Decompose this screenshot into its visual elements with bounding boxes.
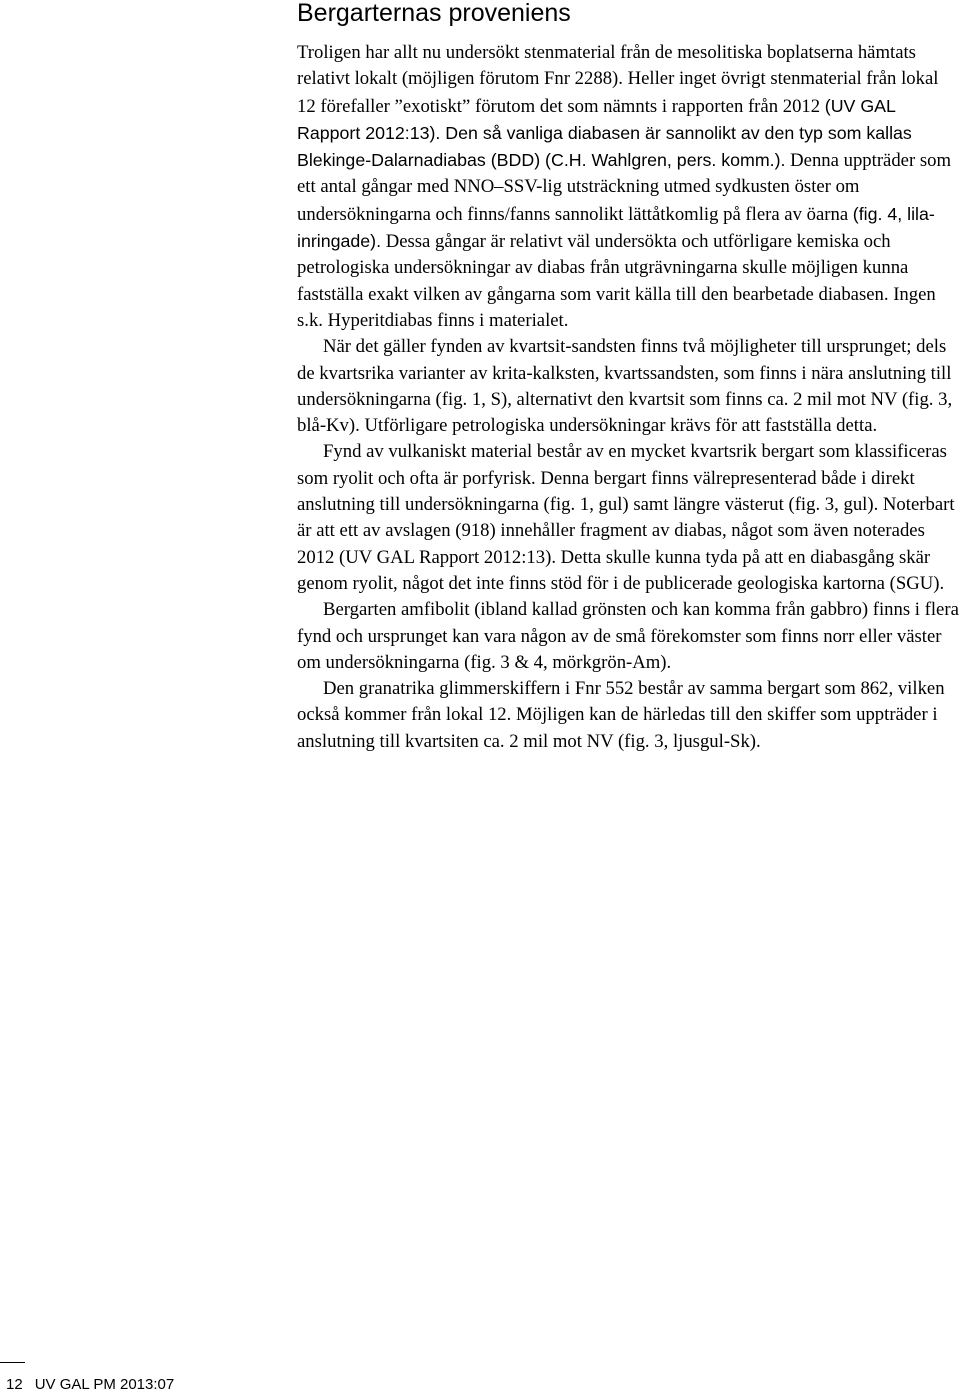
publication-id: UV GAL PM 2013:07 xyxy=(34,1376,175,1393)
paragraph-1-part-d: Denna uppträder som ett antal gångar med NNO–SSV-lig utsträckning utmed sydkusten öster om undersökningarna och finns/fanns sannolikt lättåtkomlig på flera av öarna xyxy=(297,150,952,225)
paragraph-4: Bergarten amfibolit (ibland kallad grönsten och kan komma från gabbro) finns i flera fynd och ursprunget kan vara någon av de små förekomster som finns norr eller väster om undersökningarna (fig. 3 & 4, mörkgrön-Am). xyxy=(297,599,959,673)
page-number: 12 xyxy=(6,1376,23,1393)
section-heading: Bergarternas proveniens xyxy=(297,0,571,27)
paragraph-1-part-a: Troligen har allt nu undersökt stenmaterial från de mesolitiska boplatserna hämtats relativt lokalt (möjligen förutom Fnr 2288). Heller inget övrigt stenmaterial från lokal 12 förefaller ”exotiskt” förutom det som nämnts i rapporten från 2012 xyxy=(297,42,939,117)
paragraph-2: När det gäller fynden av kvartsit-sandsten finns två möjligheter till ursprunget; dels de kvartsrika varianter av krita-kalksten, kvartssandsten, som finns i nära anslutning till undersökningarna (fig. 1, S), alternativt den kvartsit som finns ca. 2 mil mot NV (fig. 3, blå-Kv). Utförligare petrologiska undersökningar krävs för att fastställa detta. xyxy=(297,336,953,437)
paragraph-1 xyxy=(297,40,959,334)
footer-rule xyxy=(0,1362,25,1363)
body-text xyxy=(297,40,959,755)
paragraph-5: Den granatrika glimmerskiffern i Fnr 552 består av samma bergart som 862, vilken också kommer från lokal 12. Möjligen kan de härledas till den skiffer som uppträder i anslutning till kvartsiten ca. 2 mil mot NV (fig. 3, ljusgul-Sk). xyxy=(297,678,945,752)
paragraph-1-part-b: (UV GAL Rapport 2012:13). xyxy=(297,95,896,143)
paragraph-1-part-e: (fig. 4, lila-inringade). xyxy=(297,203,935,252)
paragraph-3: Fynd av vulkaniskt material består av en mycket kvartsrik bergart som klassificeras som ryolit och ofta är porfyrisk. Denna bergart finns välrepresenterad både i direkt anslutning till undersökningarna (fig. 1, gul) samt längre västerut (fig. 3, gul). Noterbart är att ett av avslagen (918) innehåller fragment av diabas, något som även noterades 2012 (UV GAL Rapport 2012:13). Detta skulle kunna tyda på att en diabasgång skär genom ryolit, något det inte finns stöd för i de publicerade geologiska kartorna (SGU). xyxy=(297,441,955,594)
paragraph-1-part-f: Dessa gångar är relativt väl undersökta och utförligare kemiska och petrologiska undersökningar av diabas från utgrävningarna skulle möjligen kunna fastställa exakt vilken av gångarna som varit källa till den bearbetade diabasen. Ingen s.k. Hyperitdiabas finns i materialet. xyxy=(297,231,936,331)
page-footer xyxy=(6,1376,174,1394)
paragraph-1-part-c: Den så vanliga diabasen är sannolikt av den typ som kallas Blekinge-Dalarnadiabas (BDD) (C.H. Wahlgren, pers. komm.). xyxy=(297,122,912,171)
